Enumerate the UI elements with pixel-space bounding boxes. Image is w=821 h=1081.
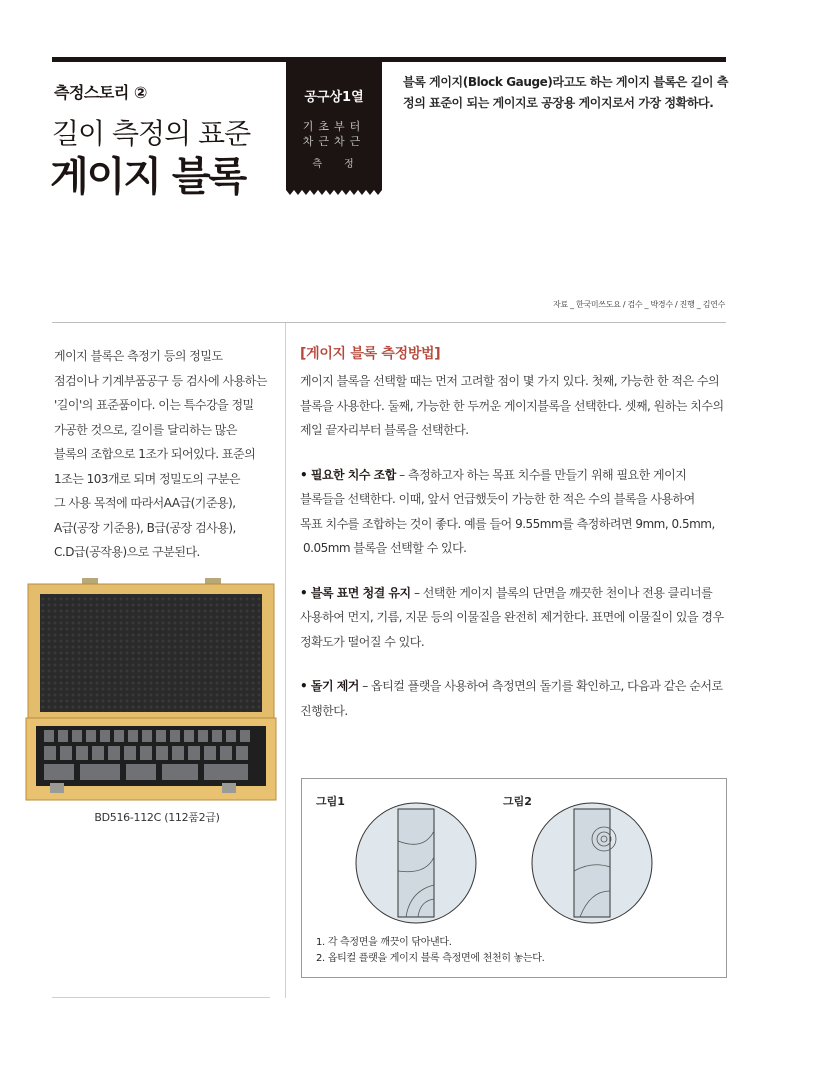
article-subtitle: 길이 측정의 표준 <box>52 117 251 150</box>
intro-line: 제일 끝자리부터 블록을 선택한다. <box>300 423 469 437</box>
figure1-label: 그림1 <box>316 795 345 808</box>
bullet-text: 진행한다. <box>300 703 348 718</box>
bullet-text: – 측정하고자 하는 목표 치수를 만들기 위해 필요한 게이지 <box>395 467 687 482</box>
left-line: 1조는 103개로 되며 정밀도의 구분은 <box>54 471 240 486</box>
left-line: '길이'의 표준품이다. 이는 특수강을 정밀 <box>54 398 254 412</box>
credits: 자료 _ 한국미쓰도요 / 검수 _ 박경수 / 진행 _ 김연수 <box>552 300 725 309</box>
gauge-block-set-image <box>22 578 280 806</box>
left-description <box>54 344 274 565</box>
divider-top <box>52 322 726 323</box>
bullet-size-combination <box>300 463 730 561</box>
badge-tagline-line2: 차근차근 <box>302 135 366 148</box>
badge-zigzag-edge <box>286 188 382 196</box>
section-title: [게이지 블록 측정방법] <box>300 346 441 362</box>
badge-tagline <box>286 119 382 149</box>
bullet-text: – 옵티컬 플랫을 사용하여 측정면의 돌기를 확인하고, 다음과 같은 순서로 <box>358 679 723 693</box>
figure-note-1: 1. 각 측정면을 깨끗이 닦아낸다. <box>316 937 452 948</box>
measurement-method-section <box>300 343 730 723</box>
bullet-term: • 블록 표면 청결 유지 <box>300 585 411 600</box>
column-divider <box>285 323 286 998</box>
divider-bottom-left <box>52 997 270 998</box>
bullet-text: 정확도가 떨어질 수 있다. <box>300 634 425 649</box>
left-line: C.D급(공작용)으로 구분된다. <box>54 545 200 559</box>
figure1-diagram <box>354 801 478 925</box>
bullet-burr-removal <box>300 674 730 723</box>
left-line: 블록의 조합으로 1조가 되어있다. 표준의 <box>54 447 256 461</box>
left-line: 가공한 것으로, 길이를 달리하는 많은 <box>54 422 237 437</box>
bullet-surface-clean <box>300 581 730 655</box>
figure2-label: 그림2 <box>503 795 532 808</box>
figure-notes <box>316 935 545 967</box>
figure-box <box>301 778 727 978</box>
figure2-diagram <box>530 801 654 925</box>
header-rule <box>52 57 726 62</box>
bullet-term: • 필요한 치수 조합 <box>300 467 396 482</box>
left-line: 게이지 블록은 측정기 등의 정밀도 <box>54 349 223 363</box>
bullet-text: – 선택한 게이지 블록의 단면을 깨끗한 천이나 전용 클리너를 <box>410 585 713 600</box>
badge-column-name: 공구상1열 <box>304 90 364 105</box>
intro-text: 블록 게이지(Block Gauge)라고도 하는 게이지 블록은 길이 측정의 표준이 되는 게이지로 공장용 게이지로서 가장 정확하다. <box>403 75 729 110</box>
article-title: 게이지 블록 <box>50 154 246 200</box>
column-badge <box>286 62 382 190</box>
series-label: 측정스토리 ② <box>54 83 147 102</box>
left-line: A급(공장 기준용), B급(공장 검사용), <box>54 520 236 535</box>
badge-tagline-line3: 측정 <box>312 159 376 170</box>
bullet-text: 목표 치수를 조합하는 것이 좋다. 예를 들어 9.55mm를 측정하려면 9mm, 0.5mm, <box>300 516 715 531</box>
figure-note-2: 2. 옵티컬 플랫을 게이지 블록 측정면에 천천히 놓는다. <box>316 953 545 964</box>
intro-line: 블록을 사용한다. 둘째, 가능한 한 두꺼운 게이지블록을 선택한다. 셋째, 원하는 치수의 <box>300 398 724 413</box>
left-line: 점검이나 기계부품공구 등 검사에 사용하는 <box>54 373 267 388</box>
bullet-text: 블록들을 선택한다. 이때, 앞서 언급했듯이 가능한 한 적은 수의 블록을 사용하여 <box>300 492 695 506</box>
intro-line: 게이지 블록을 선택할 때는 먼저 고려할 점이 몇 가지 있다. 첫째, 가능한 한 적은 수의 <box>300 374 720 388</box>
bullet-term: • 돌기 제거 <box>300 679 359 693</box>
bullet-text: 0.05mm 블록을 선택할 수 있다. <box>303 541 467 555</box>
left-line: 그 사용 목적에 따라서AA급(기준용), <box>54 496 236 510</box>
bullet-text: 사용하여 먼지, 기름, 지문 등의 이물질을 완전히 제거한다. 표면에 이물질이 있을 경우 <box>300 610 724 624</box>
badge-tagline-line1: 기초부터 <box>302 120 366 133</box>
image-caption: BD516-112C (112품2급) <box>94 811 220 824</box>
